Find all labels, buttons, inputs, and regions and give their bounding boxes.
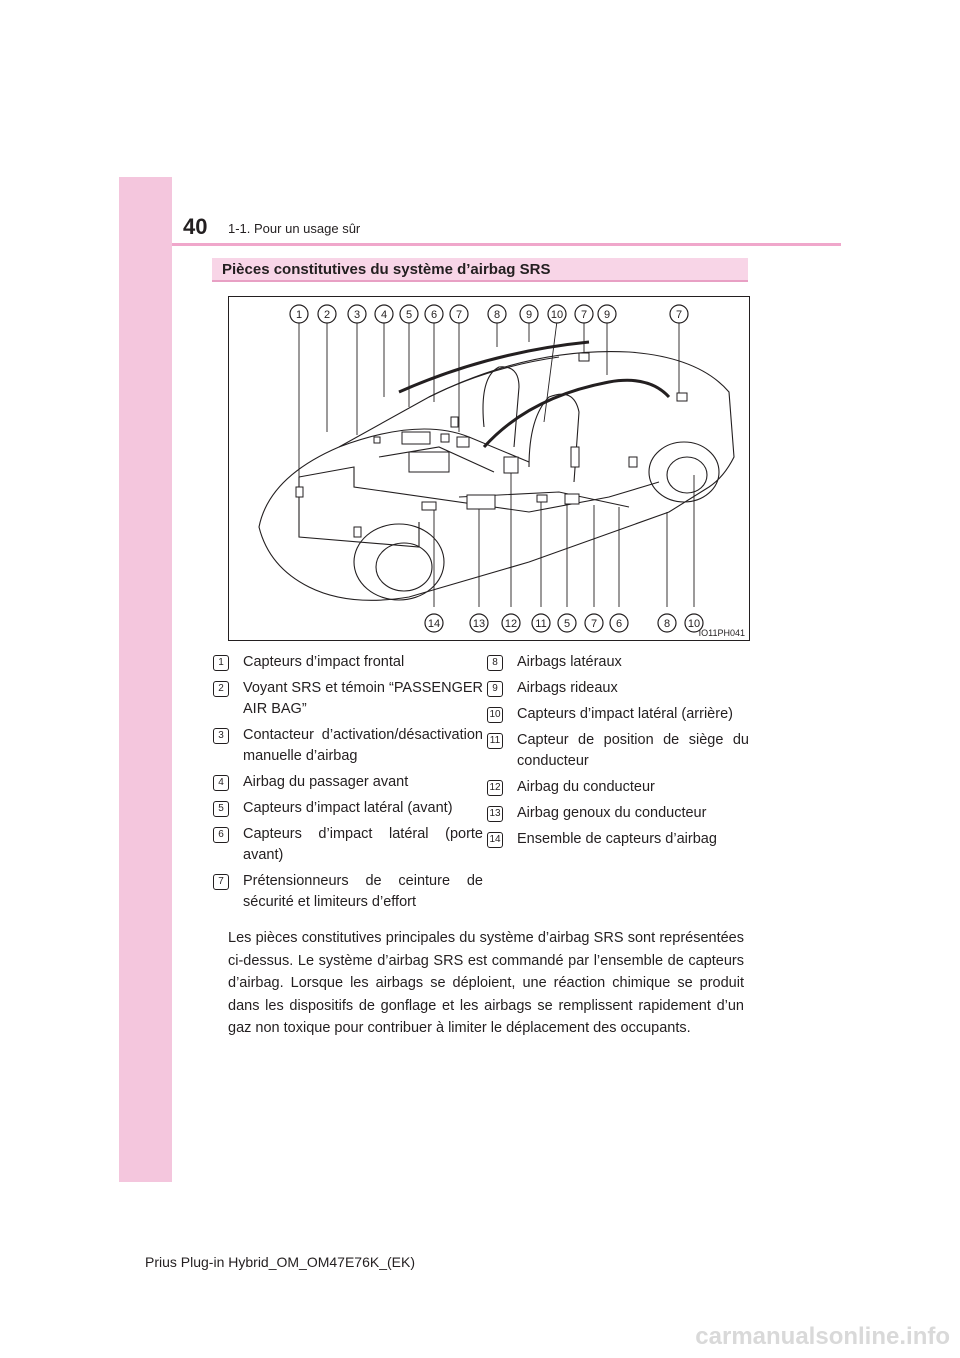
legend-item xyxy=(213,652,483,673)
legend-item xyxy=(213,798,483,819)
legend-text: Prétensionneurs de ceinture de sécurité et limiteurs d’effort xyxy=(243,873,483,910)
svg-text:5: 5 xyxy=(563,618,571,630)
callout-6b xyxy=(610,614,628,632)
car-illustration xyxy=(229,297,749,640)
legend-item xyxy=(487,777,749,798)
legend-text: Voyant SRS et témoin “PASSENGER AIR BAG” xyxy=(243,680,483,717)
svg-text:10: 10 xyxy=(550,309,564,321)
callout-4 xyxy=(375,305,393,323)
callout-7 xyxy=(450,305,468,323)
callouts-bottom xyxy=(425,614,703,632)
legend-item xyxy=(213,824,483,866)
callout-11 xyxy=(532,614,550,632)
number-badge: 1 xyxy=(213,655,229,671)
svg-text:9: 9 xyxy=(525,309,533,321)
svg-text:9: 9 xyxy=(603,309,611,321)
watermark: carmanualsonline.info xyxy=(695,1323,950,1350)
legend-text: Airbag du conducteur xyxy=(517,779,655,795)
svg-text:6: 6 xyxy=(615,618,623,630)
svg-text:3: 3 xyxy=(353,309,361,321)
legend-text: Capteurs d’impact latéral (porte avant) xyxy=(243,826,483,863)
svg-text:5: 5 xyxy=(405,309,413,321)
legend-text: Capteur de position de siège du conducteur xyxy=(517,732,749,769)
callouts-top xyxy=(290,305,688,323)
callout-9 xyxy=(520,305,538,323)
number-badge: 7 xyxy=(213,874,229,890)
callout-2 xyxy=(318,305,336,323)
svg-text:11: 11 xyxy=(535,618,547,630)
number-badge: 5 xyxy=(213,801,229,817)
legend-item xyxy=(213,871,483,913)
legend-text: Airbag genoux du conducteur xyxy=(517,805,707,821)
legend-text: Capteurs d’impact frontal xyxy=(243,654,405,670)
number-badge: 2 xyxy=(213,681,229,697)
figure-code: IO11PH041 xyxy=(698,628,745,638)
svg-text:7: 7 xyxy=(675,309,683,321)
callout-13 xyxy=(470,614,488,632)
legend-text: Airbag du passager avant xyxy=(243,774,409,790)
svg-text:13: 13 xyxy=(472,618,486,630)
legend-text: Airbags rideaux xyxy=(517,680,618,696)
svg-text:14: 14 xyxy=(427,618,441,630)
section-title: 1-1. Pour un usage sûr xyxy=(228,221,361,236)
legend-right xyxy=(487,652,749,855)
callout-6 xyxy=(425,305,443,323)
callout-10 xyxy=(548,305,566,323)
number-badge: 3 xyxy=(213,728,229,744)
svg-text:10: 10 xyxy=(687,618,701,630)
svg-text:6: 6 xyxy=(430,309,438,321)
side-tab-band xyxy=(119,177,172,1182)
footer-document-id: Prius Plug-in Hybrid_OM_OM47E76K_(EK) xyxy=(145,1254,415,1270)
svg-text:7: 7 xyxy=(580,309,588,321)
svg-text:12: 12 xyxy=(504,618,518,630)
number-badge: 8 xyxy=(487,655,503,671)
svg-text:8: 8 xyxy=(493,309,501,321)
airbag-diagram xyxy=(228,296,750,641)
legend-item xyxy=(213,772,483,793)
callout-14 xyxy=(425,614,443,632)
number-badge: 13 xyxy=(487,806,503,822)
svg-text:7: 7 xyxy=(590,618,598,630)
callout-9b xyxy=(598,305,616,323)
section-heading: Pièces constitutives du système d’airbag SRS xyxy=(212,258,748,282)
legend-item xyxy=(487,829,749,850)
legend-text: Capteurs d’impact latéral (avant) xyxy=(243,800,453,816)
legend-left xyxy=(213,652,483,918)
header-rule xyxy=(172,243,841,246)
callout-1 xyxy=(290,305,308,323)
callout-8b xyxy=(658,614,676,632)
callout-7d xyxy=(585,614,603,632)
legend-text: Airbags latéraux xyxy=(517,654,622,670)
callout-7c xyxy=(670,305,688,323)
callout-5 xyxy=(400,305,418,323)
number-badge: 9 xyxy=(487,681,503,697)
number-badge: 4 xyxy=(213,775,229,791)
number-badge: 12 xyxy=(487,780,503,796)
svg-text:1: 1 xyxy=(295,309,303,321)
svg-text:7: 7 xyxy=(455,309,463,321)
callout-7b xyxy=(575,305,593,323)
svg-text:4: 4 xyxy=(380,309,388,321)
svg-text:2: 2 xyxy=(323,309,331,321)
legend-item xyxy=(487,652,749,673)
callout-5b xyxy=(558,614,576,632)
legend-text: Contacteur d’activation/désactivation manuelle d’airbag xyxy=(243,727,483,764)
body-paragraph: Les pièces constitutives principales du système d’airbag SRS sont représentées ci-dessus. Le système d’airbag SRS est commandé par l’ensemble de capteurs d’airbag. Lorsque les airbags se déploient, une réaction chimique se produit dans les dispositifs de gonflage et les airbags se remplissent rapidement d’un gaz non toxique pour contribuer à limiter le déplacement des occupants. xyxy=(228,930,744,1036)
callout-12 xyxy=(502,614,520,632)
number-badge: 14 xyxy=(487,832,503,848)
legend-item xyxy=(213,725,483,767)
legend-item xyxy=(487,704,749,725)
number-badge: 11 xyxy=(487,733,503,749)
number-badge: 10 xyxy=(487,707,503,723)
number-badge: 6 xyxy=(213,827,229,843)
callout-3 xyxy=(348,305,366,323)
svg-text:8: 8 xyxy=(663,618,671,630)
callout-8 xyxy=(488,305,506,323)
legend-item xyxy=(487,730,749,772)
legend-item xyxy=(487,803,749,824)
legend-item xyxy=(213,678,483,720)
legend-text: Capteurs d’impact latéral (arrière) xyxy=(517,706,733,722)
legend-item xyxy=(487,678,749,699)
page-number: 40 xyxy=(183,214,208,239)
legend-text: Ensemble de capteurs d’airbag xyxy=(517,831,717,847)
